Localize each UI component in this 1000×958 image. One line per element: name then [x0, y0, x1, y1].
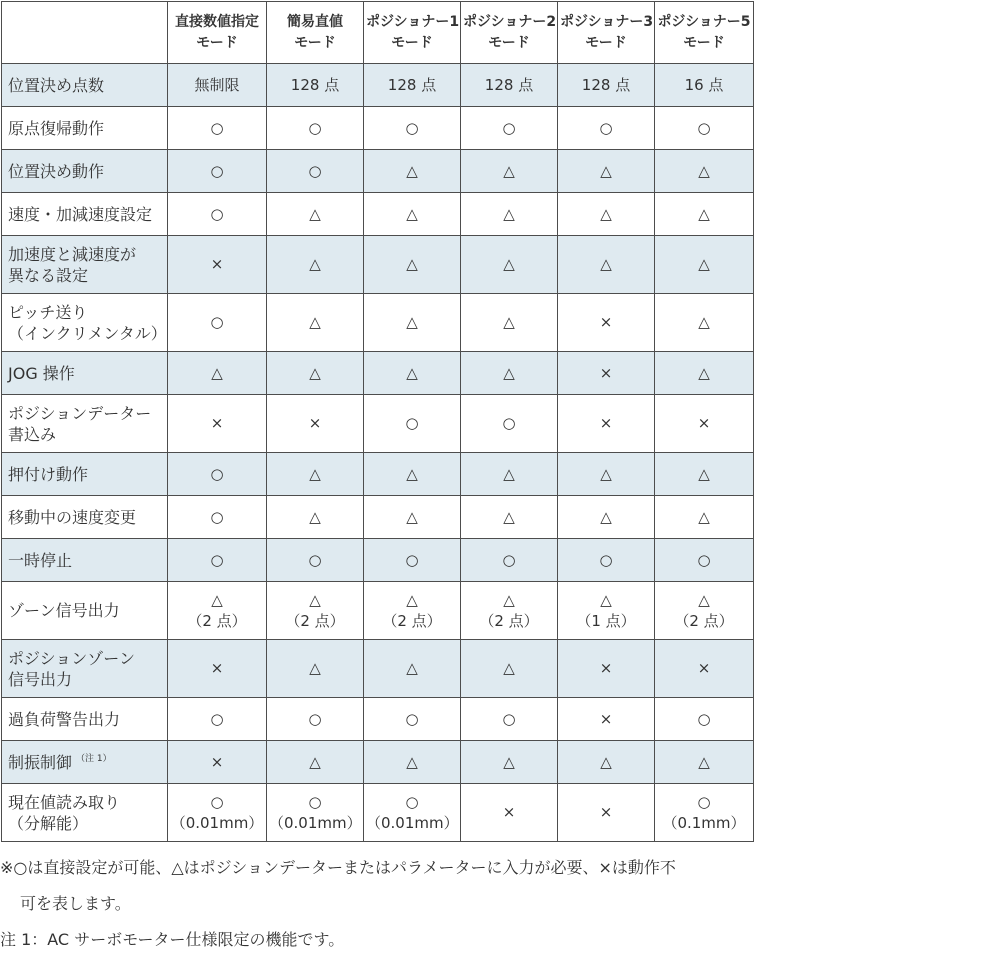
cell-line: （2 点） [187, 611, 247, 630]
table-cell [267, 453, 364, 496]
cell-line: （1 点） [576, 611, 636, 630]
table-row [2, 539, 754, 582]
cell-line: △ [600, 752, 612, 771]
cell-line: ○ [405, 550, 419, 569]
cell-line: △ [406, 464, 418, 483]
cell-line: △ [309, 204, 321, 223]
table-cell [655, 741, 754, 784]
table-cell [461, 352, 558, 395]
table-cell [655, 784, 754, 842]
cell-line: ○ [405, 792, 419, 811]
cell-line: ○ [210, 313, 224, 331]
row-label-line: 書込み [8, 424, 57, 444]
row-label [2, 784, 168, 842]
cell-line: × [210, 659, 224, 677]
row-label [2, 294, 168, 352]
cell-line: △ [503, 752, 515, 771]
row-label-line: 移動中の速度変更 [8, 507, 137, 527]
cell-line: ○ [697, 709, 711, 728]
cell-line: × [599, 363, 613, 382]
table-row [2, 496, 754, 539]
row-label-line: ポジションデーター [8, 403, 152, 423]
cell-line: △ [600, 204, 612, 223]
table-cell [461, 582, 558, 640]
cell-line: ○ [308, 792, 322, 811]
table-cell [267, 193, 364, 236]
table-cell [655, 294, 754, 352]
cell-line: △ [309, 590, 321, 609]
cell-line: △ [503, 255, 515, 273]
cell-line: △ [503, 313, 515, 331]
row-label-line: ポジションゾーン [8, 648, 135, 668]
table-cell [461, 784, 558, 842]
cell-line: ○ [599, 550, 613, 569]
table-cell [168, 107, 267, 150]
cell-line: × [599, 414, 613, 432]
row-label [2, 698, 168, 741]
table-cell [168, 352, 267, 395]
cell-line: △ [309, 752, 321, 771]
cell-line: 128 点 [387, 75, 437, 94]
row-label [2, 64, 168, 107]
cell-line: △ [698, 313, 710, 331]
cell-line: ○ [697, 792, 711, 811]
column-header [364, 2, 461, 64]
cell-line: × [599, 659, 613, 677]
row-label-line: 制振制御 $^{(注 1)}$ [8, 752, 112, 772]
column-header-line: 簡易直値 [287, 13, 343, 30]
table-header-row [2, 2, 754, 64]
table-cell [364, 352, 461, 395]
cell-line: △ [600, 590, 612, 609]
row-label [2, 107, 168, 150]
column-header-line: モード [294, 34, 336, 51]
cell-line: ○ [210, 204, 224, 223]
cell-line: △ [211, 363, 223, 382]
cell-line: × [210, 752, 224, 771]
cell-line: △ [600, 255, 612, 273]
table-cell [267, 294, 364, 352]
table-cell [461, 294, 558, 352]
cell-line: △ [698, 590, 710, 609]
table-row [2, 236, 754, 294]
table-cell [364, 150, 461, 193]
column-header-line: モード [391, 34, 433, 51]
row-label-line: 過負荷警告出力 [8, 709, 121, 729]
table-row [2, 294, 754, 352]
cell-line: △ [698, 464, 710, 483]
table-cell [168, 698, 267, 741]
cell-line: ○ [405, 414, 419, 432]
cell-line: △ [503, 507, 515, 526]
column-header-line: 直接数値指定 [175, 13, 259, 30]
table-row [2, 107, 754, 150]
cell-line: ○ [210, 118, 224, 137]
cell-line: △ [698, 363, 710, 382]
table-cell [558, 64, 655, 107]
table-cell [267, 784, 364, 842]
table-cell [558, 294, 655, 352]
cell-line: △ [503, 464, 515, 483]
table-cell [558, 784, 655, 842]
table-cell [364, 236, 461, 294]
table-cell [364, 107, 461, 150]
cell-line: △ [309, 363, 321, 382]
cell-line: （2 点） [479, 611, 539, 630]
column-header-line: ポジショナー1 [366, 13, 460, 30]
table-row [2, 64, 754, 107]
cell-line: × [210, 255, 224, 273]
table-cell [655, 64, 754, 107]
cell-line: △ [406, 313, 418, 331]
column-header-line: ポジショナー3 [560, 13, 654, 30]
row-label-line: （インクリメンタル） [8, 323, 167, 343]
row-label [2, 539, 168, 582]
table-cell [364, 539, 461, 582]
table-cell [655, 582, 754, 640]
table-cell [267, 640, 364, 698]
note-footnote-1: 注 1：AC サーボモーター仕様限定の機能です。 [0, 930, 345, 949]
table-cell [267, 236, 364, 294]
table-cell [558, 150, 655, 193]
cell-line: × [210, 414, 224, 432]
cell-line: △ [309, 507, 321, 526]
table-cell [461, 64, 558, 107]
cell-line: （2 点） [285, 611, 345, 630]
cell-line: △ [503, 161, 515, 180]
cell-line: ○ [210, 507, 224, 526]
cell-line: × [308, 414, 322, 432]
row-label [2, 582, 168, 640]
row-label-line: 異なる設定 [8, 265, 89, 285]
table-row [2, 453, 754, 496]
cell-line: ○ [697, 118, 711, 137]
row-label-line: 信号出力 [8, 669, 73, 689]
table-cell [461, 453, 558, 496]
cell-line: △ [600, 507, 612, 526]
table-cell [655, 150, 754, 193]
cell-line: △ [503, 363, 515, 382]
table-cell [267, 352, 364, 395]
cell-line: 16 点 [684, 75, 724, 94]
table-cell [655, 539, 754, 582]
cell-line: （0.01mm） [170, 813, 264, 832]
row-label-line: 位置決め点数 [8, 75, 105, 95]
table-cell [461, 395, 558, 453]
cell-line: △ [503, 590, 515, 609]
table-cell [558, 640, 655, 698]
cell-line: （0.01mm） [366, 813, 459, 832]
table-cell [461, 539, 558, 582]
column-header [558, 2, 655, 64]
table-row [2, 698, 754, 741]
cell-line: ○ [405, 118, 419, 137]
row-label-line: 速度・加減速度設定 [8, 204, 153, 224]
table-cell [655, 453, 754, 496]
row-label [2, 236, 168, 294]
note-legend-line1: ※○は直接設定が可能、△はポジションデーターまたはパラメーターに入力が必要、×は動作不 [0, 858, 676, 877]
table-cell [655, 395, 754, 453]
table-cell [168, 150, 267, 193]
table-cell [267, 150, 364, 193]
column-header-line: モード [196, 34, 238, 51]
cell-line: △ [406, 363, 418, 382]
table-cell [558, 236, 655, 294]
table-cell [364, 698, 461, 741]
cell-line: ○ [502, 709, 516, 728]
table-cell [267, 107, 364, 150]
table-cell [168, 193, 267, 236]
row-label [2, 741, 168, 784]
table-cell [558, 193, 655, 236]
table-cell [168, 453, 267, 496]
row-label-line: 位置決め動作 [8, 161, 105, 181]
table-cell [364, 582, 461, 640]
cell-line: （2 点） [674, 611, 734, 630]
cell-line: △ [503, 659, 515, 677]
table-cell [558, 741, 655, 784]
cell-line: △ [698, 204, 710, 223]
table-cell [364, 496, 461, 539]
table-row [2, 582, 754, 640]
cell-line: × [599, 313, 613, 331]
column-header [461, 2, 558, 64]
cell-line: ○ [697, 550, 711, 569]
table-cell [461, 107, 558, 150]
table-cell [267, 582, 364, 640]
cell-line: ○ [502, 550, 516, 569]
cell-line: × [599, 803, 613, 821]
table-cell [461, 698, 558, 741]
table-row [2, 193, 754, 236]
cell-line: 無制限 [194, 75, 240, 94]
column-header-line: モード [488, 34, 530, 51]
cell-line: △ [406, 255, 418, 273]
column-header-line: ポジショナー2 [463, 13, 557, 30]
cell-line: △ [698, 507, 710, 526]
table-cell [461, 741, 558, 784]
row-label-line: 加速度と減速度が [8, 244, 137, 264]
cell-line: ○ [210, 550, 224, 569]
table-cell [364, 294, 461, 352]
table-cell [655, 698, 754, 741]
table-cell [168, 741, 267, 784]
table-cell [461, 236, 558, 294]
cell-line: ○ [210, 464, 224, 483]
cell-line: △ [406, 659, 418, 677]
table-cell [364, 64, 461, 107]
spec-table [1, 1, 754, 842]
cell-line: ○ [308, 118, 322, 137]
table-cell [655, 640, 754, 698]
cell-line: △ [406, 752, 418, 771]
table-cell [558, 496, 655, 539]
cell-line: ○ [210, 792, 224, 811]
table-row [2, 395, 754, 453]
table-cell [558, 539, 655, 582]
row-label-line: 押付け動作 [8, 464, 89, 484]
cell-line: ○ [599, 118, 613, 137]
table-cell [461, 496, 558, 539]
table-cell [267, 698, 364, 741]
table-cell [364, 741, 461, 784]
cell-line: ○ [308, 709, 322, 728]
header-corner-cell [2, 2, 168, 64]
column-header-line: ポジショナー5 [657, 13, 751, 30]
cell-line: △ [698, 161, 710, 180]
table-cell [558, 453, 655, 496]
table-cell [168, 294, 267, 352]
table-cell [461, 640, 558, 698]
cell-line: ○ [502, 414, 516, 432]
table-cell [655, 193, 754, 236]
cell-line: 128 点 [484, 75, 534, 94]
cell-line: △ [698, 255, 710, 273]
cell-line: △ [503, 204, 515, 223]
row-label-line: 一時停止 [8, 550, 73, 570]
row-label [2, 640, 168, 698]
table-cell [267, 496, 364, 539]
cell-line: △ [600, 161, 612, 180]
table-cell [364, 453, 461, 496]
table-cell [168, 582, 267, 640]
cell-line: × [599, 709, 613, 728]
table-cell [655, 107, 754, 150]
cell-line: △ [309, 255, 321, 273]
table-cell [655, 236, 754, 294]
table-cell [558, 352, 655, 395]
cell-line: 128 点 [290, 75, 340, 94]
cell-line: △ [309, 464, 321, 483]
cell-line: （2 点） [382, 611, 442, 630]
note-legend-line2: 可を表します。 [20, 894, 131, 913]
table-cell [655, 352, 754, 395]
table-cell [267, 741, 364, 784]
table-row [2, 741, 754, 784]
table-cell [168, 539, 267, 582]
cell-line: △ [309, 313, 321, 331]
cell-line: ○ [502, 118, 516, 137]
cell-line: ○ [405, 709, 419, 728]
cell-line: △ [406, 507, 418, 526]
row-label [2, 395, 168, 453]
row-label [2, 496, 168, 539]
cell-line: × [697, 659, 711, 677]
column-header-line: モード [585, 34, 627, 51]
table-cell [267, 395, 364, 453]
table-cell [364, 395, 461, 453]
row-label [2, 453, 168, 496]
cell-line: × [502, 803, 516, 821]
table-row [2, 352, 754, 395]
cell-line: ○ [308, 550, 322, 569]
table-notes [0, 850, 1000, 958]
table-cell [267, 539, 364, 582]
cell-line: △ [406, 204, 418, 223]
column-header-line: モード [683, 34, 725, 51]
cell-line: ○ [210, 709, 224, 728]
table-cell [168, 784, 267, 842]
footnote-marker: （注 1） [76, 754, 112, 765]
table-row [2, 640, 754, 698]
cell-line: ○ [308, 161, 322, 180]
cell-line: △ [698, 752, 710, 771]
column-header [267, 2, 364, 64]
table-cell [461, 150, 558, 193]
table-cell [364, 784, 461, 842]
table-row [2, 784, 754, 842]
cell-line: △ [600, 464, 612, 483]
cell-line: 128 点 [581, 75, 631, 94]
table-cell [655, 496, 754, 539]
row-label-line: JOG 操作 [8, 363, 75, 383]
cell-line: （0.1mm） [662, 813, 746, 832]
cell-line: ○ [210, 161, 224, 180]
row-label-line: 原点復帰動作 [8, 118, 105, 138]
cell-line: △ [406, 590, 418, 609]
column-header [655, 2, 754, 64]
cell-line: × [697, 414, 711, 432]
table-cell [558, 582, 655, 640]
table-cell [558, 395, 655, 453]
cell-line: （0.01mm） [269, 813, 362, 832]
table-cell [558, 698, 655, 741]
cell-line: △ [309, 659, 321, 677]
cell-line: △ [406, 161, 418, 180]
row-label-line: ゾーン信号出力 [8, 601, 120, 620]
table-cell [364, 640, 461, 698]
row-label-line: （分解能） [8, 813, 89, 833]
table-cell [267, 64, 364, 107]
table-cell [558, 107, 655, 150]
row-label-line: 現在値読み取り [8, 792, 121, 812]
table-cell [168, 236, 267, 294]
table-cell [168, 640, 267, 698]
table-cell [168, 496, 267, 539]
table-cell [461, 193, 558, 236]
row-label [2, 193, 168, 236]
row-label [2, 150, 168, 193]
table-row [2, 150, 754, 193]
table-cell [364, 193, 461, 236]
table-cell [168, 395, 267, 453]
table-cell [168, 64, 267, 107]
column-header [168, 2, 267, 64]
row-label [2, 352, 168, 395]
row-label-line: ピッチ送り [8, 302, 88, 322]
cell-line: △ [211, 590, 223, 609]
